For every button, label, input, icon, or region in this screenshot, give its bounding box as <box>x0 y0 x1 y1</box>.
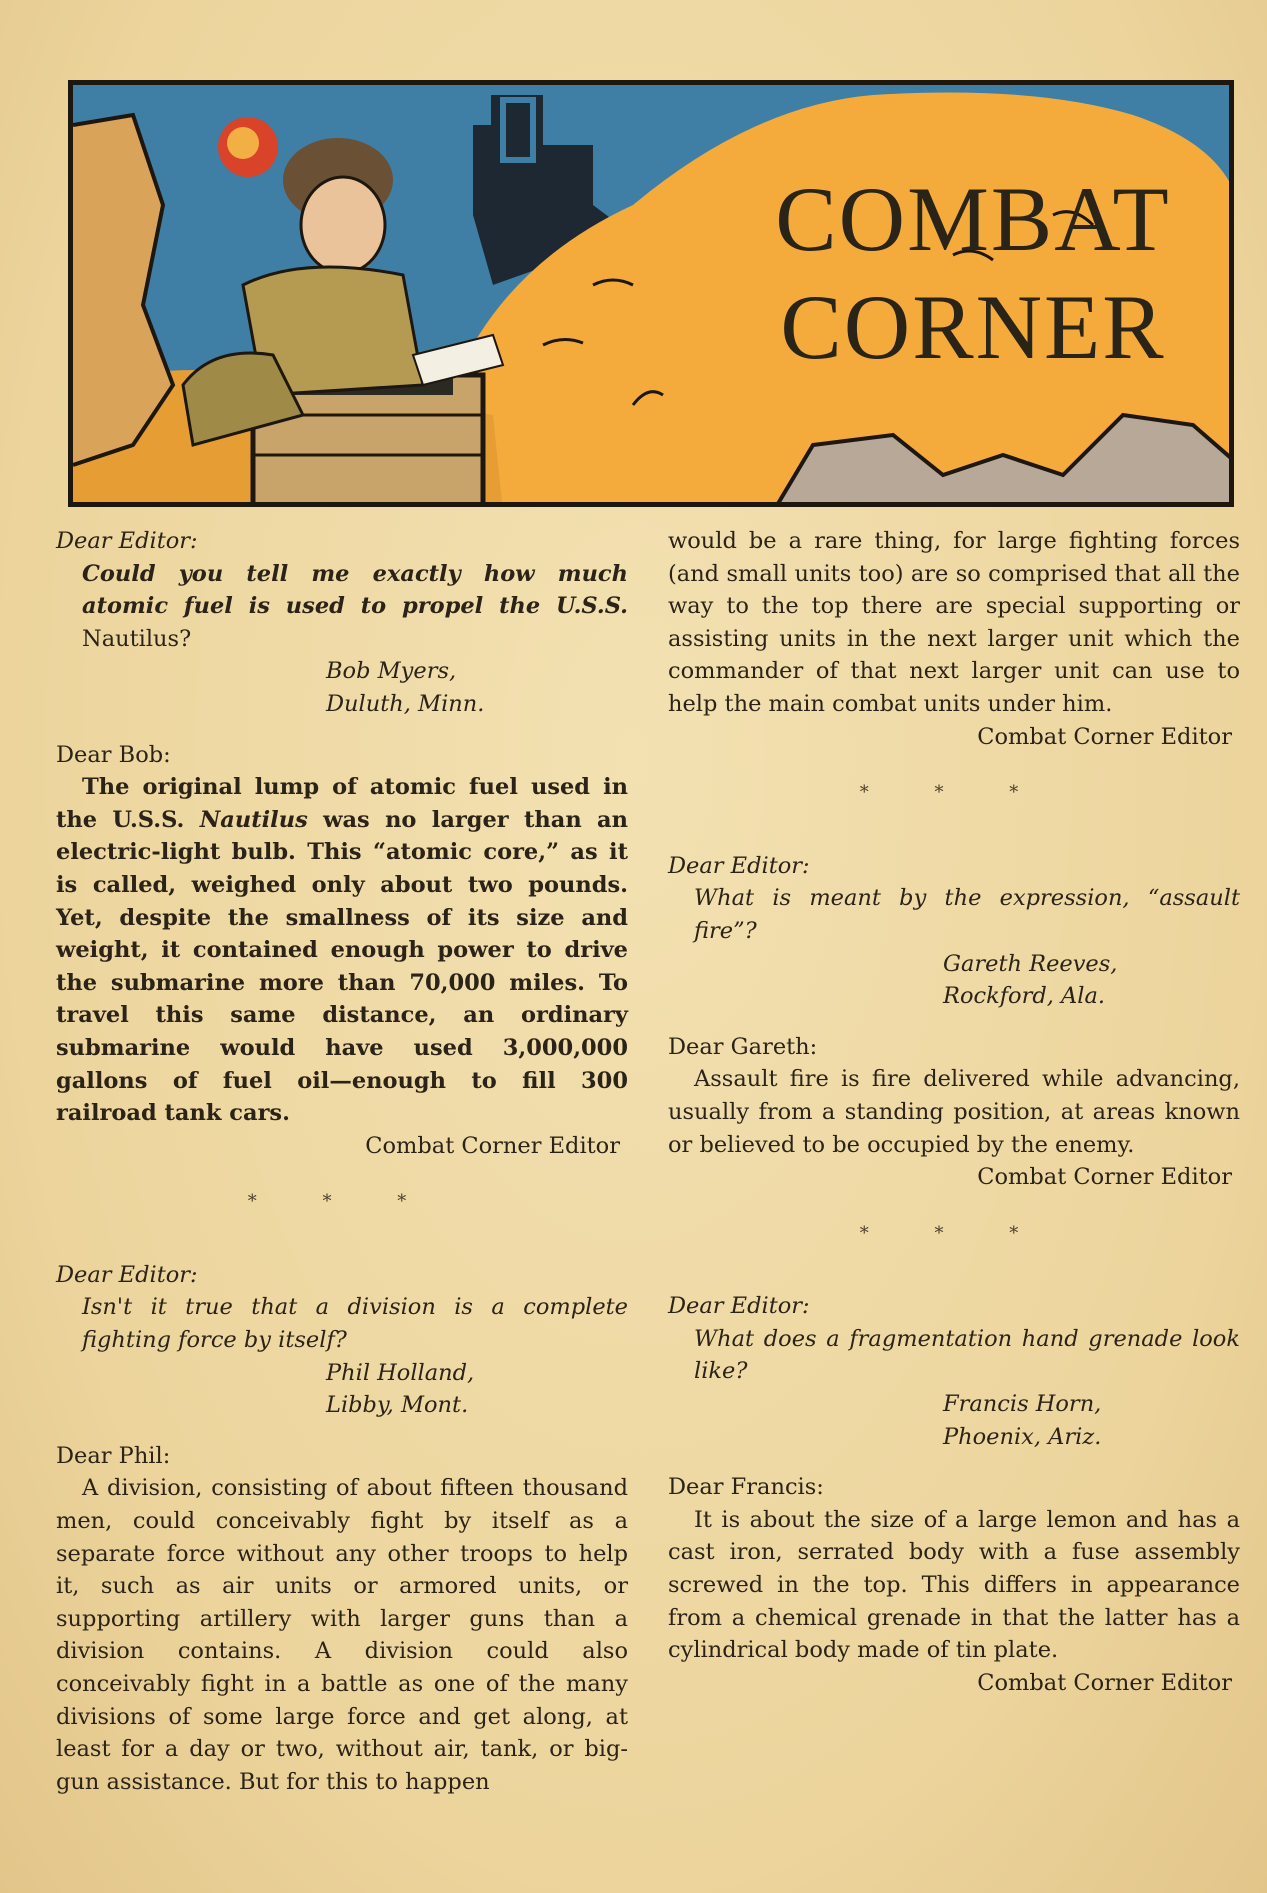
question-ship: Nautilus? <box>82 625 192 652</box>
reply-body: Assault fire is fire delivered while advancing, usually from a standing position, at areas known or believed to be occupied by the enemy. <box>668 1066 1240 1158</box>
section-divider: * * * <box>859 782 1049 804</box>
letter-question <box>56 558 628 656</box>
reply-continuation: would be a rare thing, for large fighting forces (and small units too) are so comprised that all the way to the top there are special supporting or assisting units in the next larger unit which the commander of that next larger unit can use to help the main combat units under him. <box>668 528 1240 717</box>
letter-bob <box>56 525 628 1162</box>
reply-body <box>56 771 628 1130</box>
letter-signature-place: Duluth, Minn. <box>326 690 485 717</box>
editor-signoff: Combat Corner Editor <box>977 1164 1232 1191</box>
letter-signature-place: Phoenix, Ariz. <box>943 1423 1102 1450</box>
reply-part-a: The original lump of atomic fuel used in the U.S.S. <box>56 774 628 833</box>
letter-salutation: Dear Editor: <box>56 1261 198 1288</box>
letter-question: What is meant by the expression, “assault fire”? <box>694 885 1240 944</box>
editor-signoff: Combat Corner Editor <box>365 1132 620 1159</box>
left-column <box>56 525 628 1820</box>
letter-signature-name: Bob Myers, <box>326 658 457 685</box>
combat-corner-banner <box>68 80 1234 507</box>
letter-question: What does a fragmentation hand grenade look like? <box>694 1325 1240 1385</box>
letter-salutation: Dear Editor: <box>668 852 810 879</box>
letter-signature-place: Libby, Mont. <box>326 1392 469 1419</box>
reply-salutation: Dear Bob: <box>56 741 171 768</box>
section-divider: * * * <box>247 1191 437 1213</box>
letter-francis <box>668 1290 1240 1699</box>
letter-signature-name: Phil Holland, <box>326 1359 475 1386</box>
reply-body: A division, consisting of about fifteen thousand men, could conceivably fight by itself as a separate force without any other troops to help it, such as air units or armored units, or supporting artillery with larger guns than a division contains. A division could also conceivably fight in a battle as one of the many divisions of some large force and get along, at least for a day or two, without air, tank, or big-gun assistance. But for this to happen <box>56 1475 628 1795</box>
reply-salutation: Dear Phil: <box>56 1442 171 1469</box>
title-line-2: CORNER <box>780 276 1166 378</box>
banner-title <box>713 165 1233 381</box>
section-divider: * * * <box>859 1222 1049 1244</box>
letter-signature-name: Gareth Reeves, <box>943 950 1118 977</box>
editor-signoff: Combat Corner Editor <box>977 1669 1232 1696</box>
question-text: Could you tell me exactly how much atomic fuel is used to propel the U.S.S. <box>82 560 628 620</box>
letter-signature-name: Francis Horn, <box>943 1391 1102 1418</box>
letter-signature-place: Rockford, Ala. <box>943 983 1106 1010</box>
letter-phil <box>56 1259 628 1799</box>
letter-salutation: Dear Editor: <box>668 1293 810 1320</box>
letter-question: Isn't it true that a division is a complete fighting force by itself? <box>82 1294 628 1354</box>
reply-salutation: Dear Gareth: <box>668 1033 818 1060</box>
reply-body: It is about the size of a large lemon and has a cast iron, serrated body with a fuse assembly screwed in the top. This differs in appearance from a chemical grenade in that the latter has a cylindrical body made of tin plate. <box>668 1506 1240 1664</box>
editor-signoff: Combat Corner Editor <box>977 723 1232 750</box>
letter-gareth <box>668 850 1240 1194</box>
right-column <box>668 525 1240 1721</box>
title-line-1: COMBAT <box>775 168 1171 270</box>
reply-part-b: was no larger than an electric-light bulb. This “atomic core,” as it is called, weighed only about two pounds. Yet, despite the smallness of its size and weight, it contained enough power to drive the submarine more than 70,000 miles. To travel this same distance, an ordinary submarine would have used 3,000,000 gallons of fuel oil—enough to fill 300 railroad tank cars. <box>56 806 628 1127</box>
reply-salutation: Dear Francis: <box>668 1474 824 1501</box>
letter-salutation: Dear Editor: <box>56 528 198 554</box>
reply-ship-name: Nautilus <box>199 806 308 833</box>
